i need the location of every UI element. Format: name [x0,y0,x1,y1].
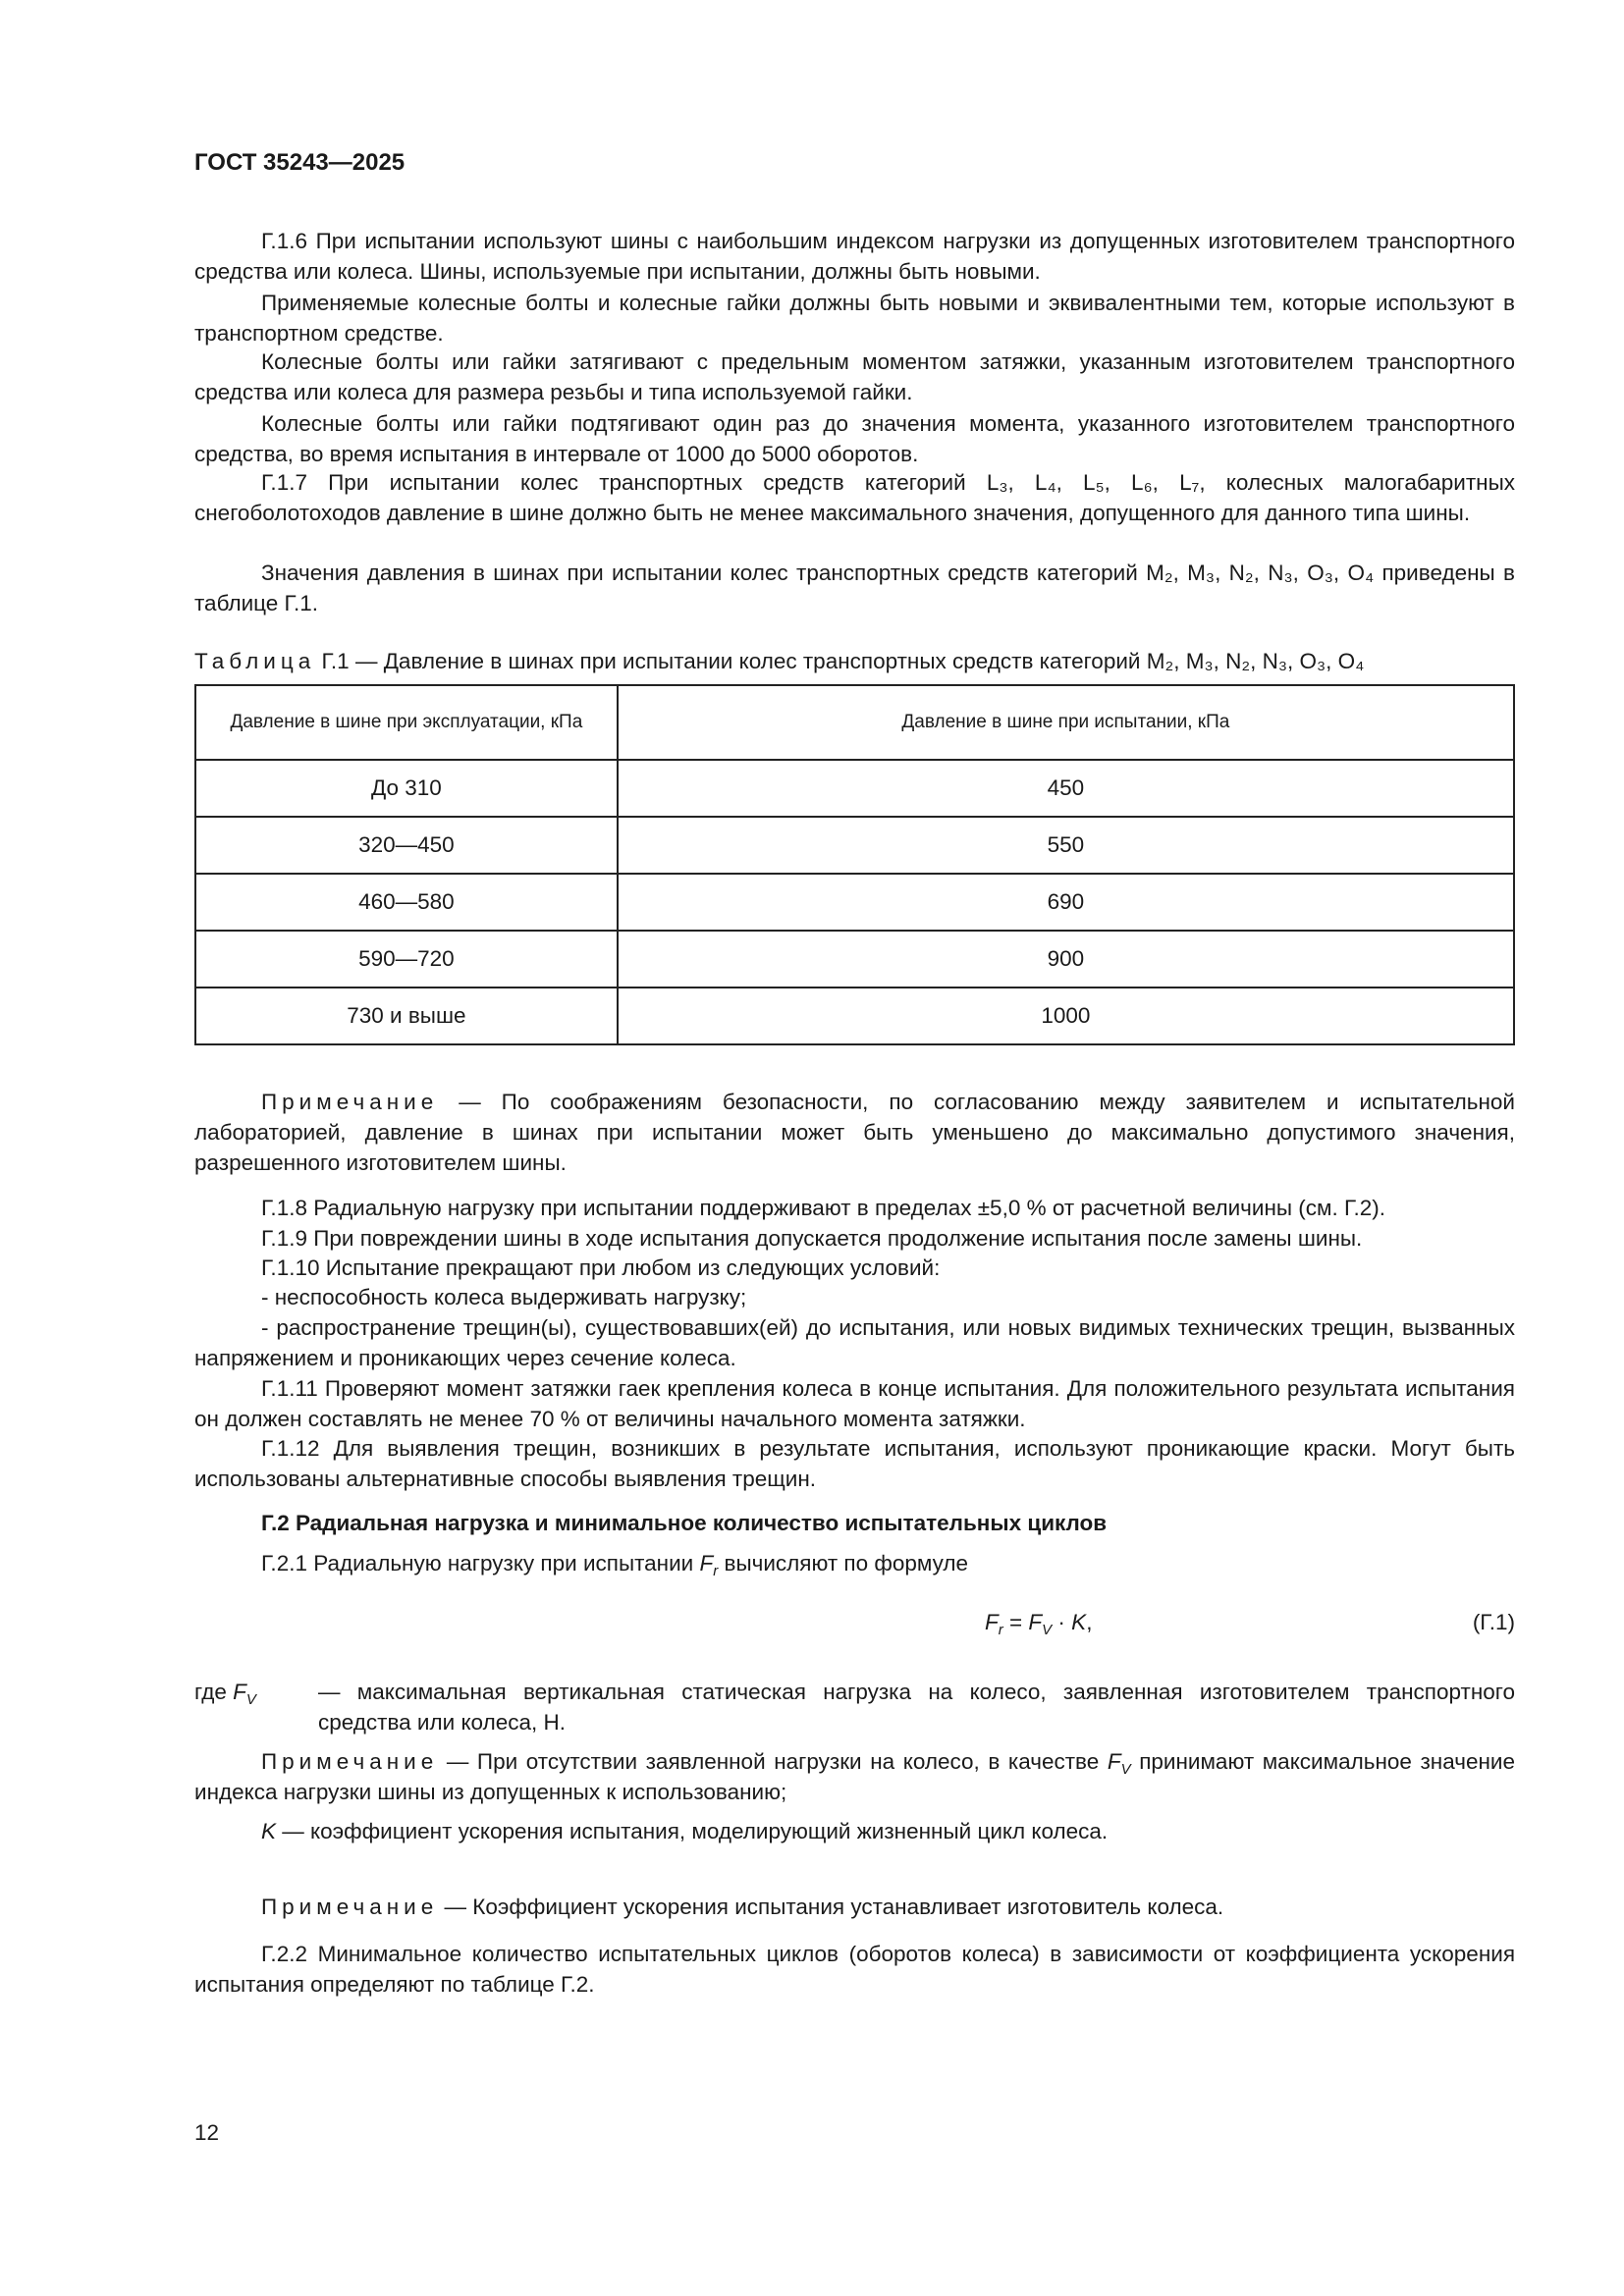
paragraph-g17: Г.1.7 При испытании колес транспортных средств категорий L₃, L₄, L₅, L₆, L₇, колесных малогабаритных снегоболотоходов давление в шине должно быть не менее максимального значения, допущенного для данного типа шины. [194,470,1515,525]
table-row [195,817,1514,874]
table-row [195,931,1514,988]
subscript: r [713,1563,719,1579]
table-cell: До 310 [195,760,618,817]
operator: · [1052,1610,1072,1634]
table-cell: 550 [618,817,1514,874]
symbol: K [1071,1610,1087,1634]
note-text: — По соображениям безопасности, по согласованию между заявителем и испытательной лабораторией, давление в шинах при испытании может быть уменьшено до максимально допустимого значения, разрешенного изготовителем шины. [194,1090,1515,1175]
paragraph-g111: Г.1.11 Проверяют момент затяжки гаек крепления колеса в конце испытания. Для положительного результата испытания он должен составлять не менее 70 % от величины начального момента затяжки. [194,1376,1515,1431]
text: Г.2.1 Радиальную нагрузку при испытании [261,1551,700,1575]
note-1 [194,1087,1515,1178]
paragraph-pressure-values: Значения давления в шинах при испытании колес транспортных средств категорий M₂, M₃, N₂, N₃, O₃, O₄ приведены в таблице Г.1. [194,561,1515,615]
paragraph-g19: Г.1.9 При повреждении шины в ходе испытания допускается продолжение испытания после замены шины. [261,1226,1363,1251]
table-row [195,874,1514,931]
paragraph-g21 [194,1548,1515,1578]
subscript: V [1120,1761,1131,1778]
symbol: F [985,1610,999,1634]
formula-expression [985,1607,1092,1637]
where-text: — максимальная вертикальная статическая нагрузка на колесо, заявленная изготовителем транспортного средства или колеса, Н. [318,1680,1515,1735]
table-caption-text: Г.1 — Давление в шинах при испытании колес транспортных средств категорий M₂, M₃, N₂, N₃, O₃, O₄ [315,649,1365,673]
text: — При отсутствии заявленной нагрузки на колесо, в качестве [438,1749,1108,1774]
symbol: F [1028,1610,1043,1634]
pressure-table [194,684,1515,1045]
paragraph-g112: Г.1.12 Для выявления трещин, возникших в результате испытания, используют проникающие краски. Могут быть использованы альтернативные способы выявления трещин. [194,1436,1515,1491]
list-item: - неспособность колеса выдерживать нагрузку; [261,1285,747,1309]
table-row [195,988,1514,1044]
table-cell: 1000 [618,988,1514,1044]
formula-legend-k [194,1816,1515,1846]
table-cell: 900 [618,931,1514,988]
symbol: F [699,1551,714,1575]
table-cell: 320—450 [195,817,618,874]
text: принимают максимальное значение индекса нагрузки шины из допущенных к использованию; [194,1749,1515,1804]
table-cell: 690 [618,874,1514,931]
text: — Коэффициент ускорения испытания устанавливает изготовитель колеса. [438,1895,1224,1919]
note-2 [194,1746,1515,1807]
operator: = [1002,1610,1029,1634]
symbol: F [233,1680,246,1704]
note-label: Примечание [261,1749,439,1774]
table-header-cell: Давление в шине при испытании, кПа [618,685,1514,760]
table-cell: 450 [618,760,1514,817]
text: где [194,1680,234,1704]
section-heading-g2: Г.2 Радиальная нагрузка и минимальное количество испытательных циклов [261,1511,1108,1535]
formula-legend-fv [194,1677,1515,1737]
table-caption [194,646,1515,676]
paragraph-bolts-retighten: Колесные болты или гайки подтягивают один раз до значения момента, указанного изготовителем транспортного средства, во время испытания в интервале от 1000 до 5000 оборотов. [194,411,1515,466]
note-label: Примечание [261,1090,439,1114]
page-number: 12 [194,2120,220,2145]
text: вычисляют по формуле [718,1551,969,1575]
text: — коэффициент ускорения испытания, моделирующий жизненный цикл колеса. [276,1819,1109,1843]
table-cell: 460—580 [195,874,618,931]
paragraph-g18: Г.1.8 Радиальную нагрузку при испытании поддерживают в пределах ±5,0 % от расчетной величины (см. Г.2). [261,1196,1385,1220]
subscript: V [1042,1622,1053,1638]
list-item: - распространение трещин(ы), существовавших(ей) до испытания, или новых видимых технических трещин, вызванных напряжением и проникающих через сечение колеса. [194,1315,1515,1370]
where-label [194,1677,256,1707]
table-header-row [195,685,1514,760]
paragraph-bolts-new: Применяемые колесные болты и колесные гайки должны быть новыми и эквивалентными тем, которые используют в транспортном средстве. [194,291,1515,346]
subscript: r [998,1622,1003,1638]
text: , [1086,1610,1093,1634]
table-cell: 730 и выше [195,988,618,1044]
paragraph-g22: Г.2.2 Минимальное количество испытательных циклов (оборотов колеса) в зависимости от коэффициента ускорения испытания определяют по таблице Г.2. [194,1942,1515,1997]
symbol: K [261,1819,277,1843]
formula-number: (Г.1) [1472,1610,1515,1634]
document-id-header: ГОСТ 35243—2025 [194,149,406,176]
symbol: F [1107,1749,1121,1774]
table-header-cell: Давление в шине при эксплуатации, кПа [195,685,618,760]
note-label: Примечание [261,1895,439,1919]
table-row [195,760,1514,817]
subscript: V [245,1691,256,1708]
paragraph-g110: Г.1.10 Испытание прекращают при любом из следующих условий: [261,1255,941,1280]
table-caption-label: Таблица [194,649,316,673]
paragraph-g16: Г.1.6 При испытании используют шины с наибольшим индексом нагрузки из допущенных изготовителем транспортного средства или колеса. Шины, используемые при испытании, должны быть новыми. [194,229,1515,284]
note-3 [194,1892,1515,1922]
table-cell: 590—720 [195,931,618,988]
paragraph-bolts-tighten: Колесные болты или гайки затягивают с предельным моментом затяжки, указанным изготовителем транспортного средства или колеса для размера резьбы и типа используемой гайки. [194,349,1515,404]
